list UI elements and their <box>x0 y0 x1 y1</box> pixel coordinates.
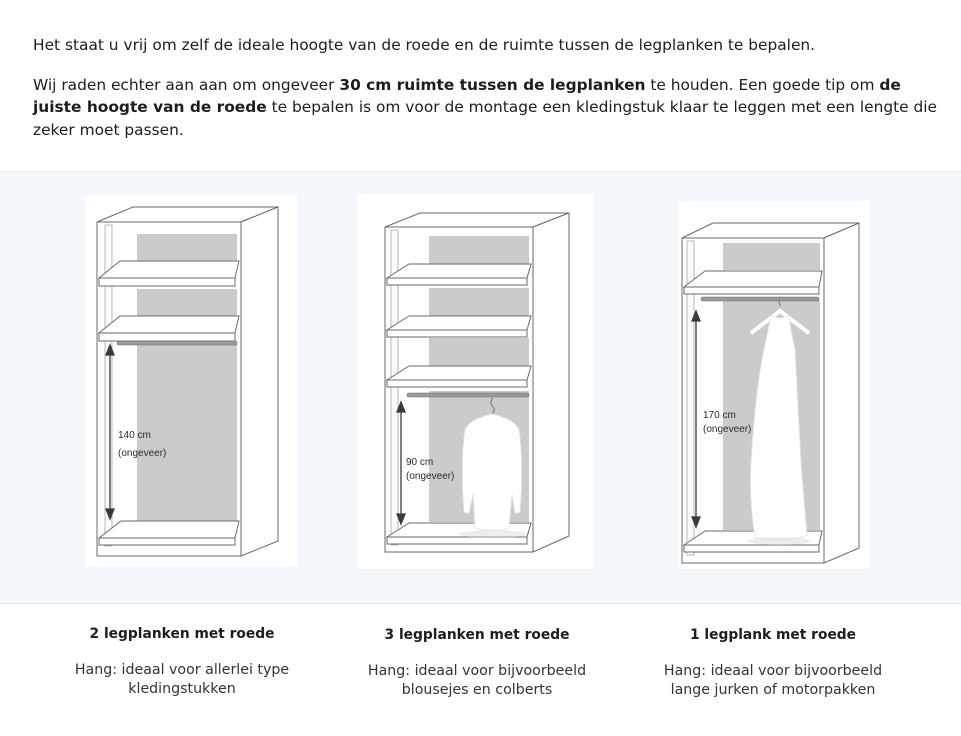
dimension-value: 90 cm <box>406 457 434 468</box>
intro-p2-part-e: te bepalen is om voor de montage een kledingstuk klaar te leggen met een lengte die zeker moet passen. <box>33 98 937 139</box>
caption-title: 2 legplanken met roede <box>89 626 275 642</box>
intro-paragraph-1: Het staat u vrij om zelf de ideale hoogte van de roede en de ruimte tussen de legplanken te bepalen. <box>33 36 816 54</box>
dimension-value: 170 cm <box>703 410 736 421</box>
caption-description: Hang: ideaal voor allerlei type kledingstukken <box>74 662 290 697</box>
dimension-label-170 <box>703 409 751 437</box>
wardrobe-illustration-1-shelf <box>679 201 869 569</box>
wardrobe-illustration-2-shelves <box>85 195 297 567</box>
dimension-value: 140 cm <box>118 430 151 441</box>
caption-title: 3 legplanken met roede <box>384 627 570 643</box>
intro-p2-part-c: te houden. Een goede tip om <box>645 75 880 94</box>
intro-p2-part-a: Wij raden echter aan aan om ongeveer <box>33 75 340 94</box>
intro-text <box>33 34 938 141</box>
wardrobe-illustration-3-shelves <box>357 194 593 569</box>
dimension-approx: (ongeveer) <box>703 424 752 435</box>
caption-3-shelves <box>327 626 627 700</box>
intro-p2-bold-rod-height: de juiste hoogte van de roede <box>33 75 901 116</box>
caption-description: Hang: ideaal voor bijvoorbeeld blousejes en colberts <box>367 663 587 698</box>
dimension-label-140 <box>118 429 166 461</box>
caption-1-shelf <box>623 626 923 700</box>
caption-title: 1 legplank met roede <box>689 627 857 643</box>
intro-paragraph-2 <box>33 74 938 142</box>
dimension-approx: (ongeveer) <box>406 471 455 482</box>
caption-description: Hang: ideaal voor bijvoorbeeld lange jurken of motorpakken <box>663 663 883 698</box>
caption-2-shelves <box>32 625 332 699</box>
intro-p2-bold-shelf-spacing: 30 cm ruimte tussen de legplanken <box>339 75 646 94</box>
dimension-approx: (ongeveer) <box>118 448 167 459</box>
dimension-label-90 <box>406 456 454 484</box>
